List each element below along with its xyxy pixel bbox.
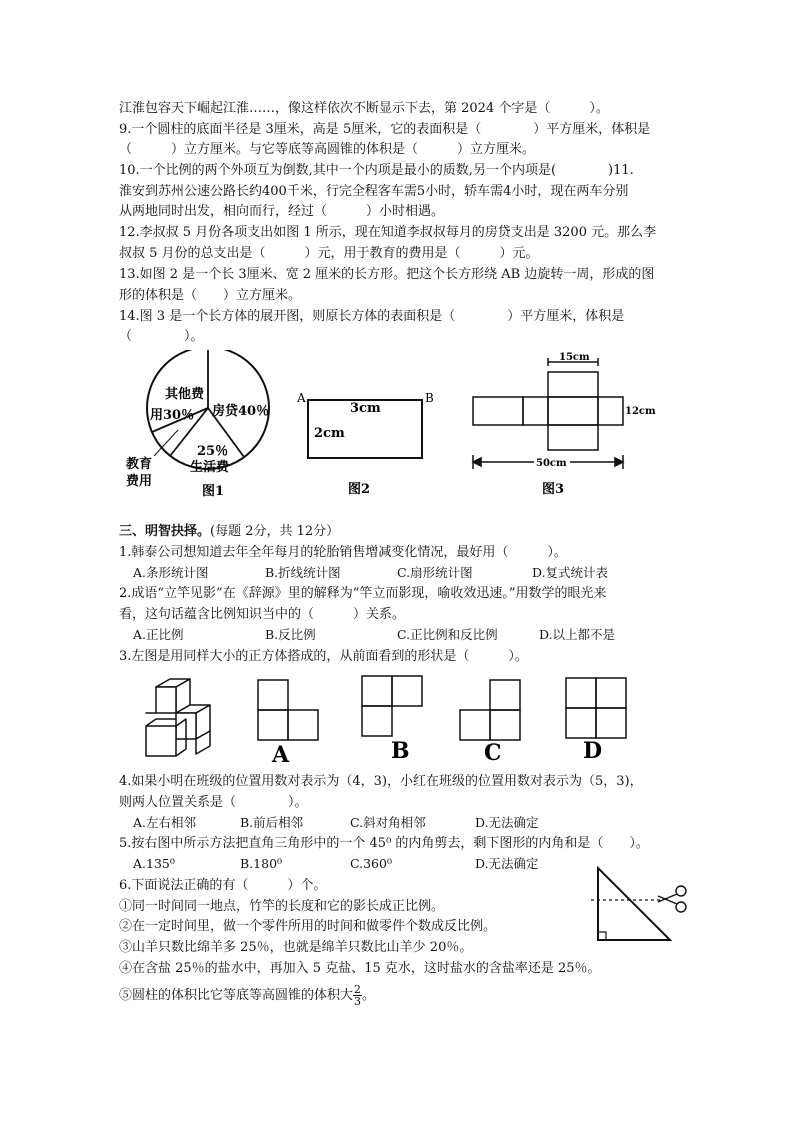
arrow-head <box>615 458 623 466</box>
net-face <box>473 397 523 425</box>
scissors-handle <box>676 902 686 912</box>
net-face <box>598 397 623 425</box>
statement-5 <box>119 984 375 1007</box>
pie-label-living: 生活费 <box>190 460 230 475</box>
q1-option-d[interactable]: D.复式统计表 <box>532 565 609 580</box>
q4-option-d[interactable]: D.无法确定 <box>475 815 539 830</box>
q4-option-a[interactable]: A.左右相邻 <box>133 815 197 830</box>
choice-q4-line1: 4.如果小明在班级的位置用数对表示为（4，3)，小红在班级的位置用数对表示为（5，3)， <box>119 774 643 789</box>
q8-tail: 江淮包容天下崛起江淮……，像这样依次不断显示下去，第 2024 个字是（ ）。 <box>119 101 609 116</box>
figure1-caption: 图1 <box>202 484 225 499</box>
scissors-handle <box>676 886 686 896</box>
net-face <box>548 397 598 425</box>
q5-option-d[interactable]: D.无法确定 <box>475 856 539 871</box>
q12-line2: 叔叔 5 月份的总支出是（ ）元，用于教育的费用是（ ）元。 <box>119 246 539 261</box>
pie-label-living-pct: 25％ <box>197 444 229 459</box>
q10-line: 10.一个比例的两个外项互为倒数,其中一个内项是最小的质数,另一个内项是( )11. <box>119 163 634 178</box>
q11-line2: 从两地同时出发，相向而行，经过（ ）小时相遇。 <box>119 204 445 219</box>
rect-label-b: B <box>425 391 434 405</box>
q2-option-c[interactable]: C.正比例和反比例 <box>397 627 498 642</box>
cube-face <box>156 687 176 713</box>
scissors-icon <box>658 886 686 912</box>
q1-option-c[interactable]: C.扇形统计图 <box>397 565 473 580</box>
q14-line1: 14.图 3 是一个长方体的展开图，则原长方体的表面积是（ ）平方厘米，体积是 <box>119 309 625 324</box>
section-note: (每题 2分，共 12分） <box>210 524 340 539</box>
pie-label-edu-2: 费用 <box>126 474 153 489</box>
fraction-two-thirds <box>353 984 362 1007</box>
statement-5-end: 。 <box>362 988 376 1003</box>
scissors-blade <box>658 894 677 902</box>
view-option-b[interactable] <box>362 676 422 736</box>
view-square <box>362 706 392 736</box>
view-label-d: D <box>583 738 603 764</box>
q4-option-c[interactable]: C.斜对角相邻 <box>350 815 426 830</box>
cube-views-figure <box>140 672 640 772</box>
choice-q1: 1.韩泰公司想知道去年全年每月的轮胎销售增减变化情况，最好用（ ）。 <box>119 545 567 560</box>
view-square <box>392 676 422 706</box>
q9-line2: （ ）立方厘米。与它等底等高圆锥的体积是（ ）立方厘米。 <box>119 142 536 157</box>
net-right-label: 12cm <box>625 406 656 417</box>
view-option-a[interactable] <box>258 680 318 740</box>
view-label-b: B <box>391 738 410 764</box>
view-label-c: C <box>484 740 502 766</box>
q5-option-b[interactable]: B.180⁰ <box>240 856 283 871</box>
q2-option-a[interactable]: A.正比例 <box>133 627 184 642</box>
statement-1: ①同一时间同一地点，竹竿的长度和它的影长成正比例。 <box>119 899 445 914</box>
q5-option-c[interactable]: C.360⁰ <box>350 856 392 871</box>
pie-label-other-1: 其他费 <box>165 387 205 402</box>
right-triangle <box>598 868 670 940</box>
q2-option-b[interactable]: B.反比例 <box>265 627 316 642</box>
choice-q2-line1: 2.成语“立竿见影”在《辞源》里的解释为“竿立而影现，喻收效迅速。”用数学的眼光来 <box>119 586 607 601</box>
net-face <box>548 425 598 450</box>
cube-edge <box>146 719 176 726</box>
statement-2: ②在一定时间里，做一个零件所用的时间和做零件个数成反比例。 <box>119 919 497 934</box>
view-square <box>490 710 520 740</box>
net-face <box>548 372 598 397</box>
right-angle-mark <box>598 932 606 940</box>
figure3-caption: 图3 <box>542 482 565 497</box>
stacked-cubes <box>146 679 210 756</box>
net-bottom-label: 50cm <box>536 458 567 469</box>
choice-q6: 6.下面说法正确的有（ ）个。 <box>119 878 327 893</box>
view-square <box>566 678 596 708</box>
choice-q5: 5.按右图中所示方法把直角三角形中的一个 45⁰ 的内角剪去，剩下图形的内角和是（ ）。 <box>119 836 649 851</box>
rect-label-a: A <box>297 391 306 405</box>
view-square <box>596 678 626 708</box>
choice-q2-line2: 看，这句话蕴含比例知识当中的（ ）关系。 <box>119 607 406 622</box>
view-square <box>596 708 626 738</box>
pie-label-loan: 房贷40％ <box>212 404 270 419</box>
statement-3: ③山羊只数比绵羊多 25％，也就是绵羊只数比山羊少 20％。 <box>119 940 473 955</box>
q1-option-b[interactable]: B.折线统计图 <box>265 565 341 580</box>
cuboid-net-figure <box>473 358 623 469</box>
arrow-head <box>473 458 481 466</box>
pie-chart-figure <box>125 350 269 499</box>
view-square <box>288 710 318 740</box>
choice-q3: 3.左图是用同样大小的正方体搭成的，从前面看到的形状是（ ）。 <box>119 649 528 664</box>
q4-option-b[interactable]: B.前后相邻 <box>240 815 304 830</box>
view-square <box>258 710 288 740</box>
section-title: 三、明智抉择。 <box>119 524 211 539</box>
q13-line1: 13.如图 2 是一个长 3厘米、宽 2 厘米的长方形。把这个长方形绕 AB 边旋转一周，形成的图 <box>119 267 655 282</box>
rectangle-figure <box>296 391 434 497</box>
choice-q4-line2: 则两人位置关系是（ ）。 <box>119 795 308 810</box>
triangle-cut-figure <box>590 862 700 947</box>
net-face <box>523 397 548 425</box>
rect-width-label: 2cm <box>314 426 345 441</box>
figure2-caption: 图2 <box>348 482 371 497</box>
view-label-a: A <box>272 742 290 768</box>
q1-option-a[interactable]: A.条形统计图 <box>133 565 209 580</box>
section-heading <box>119 523 339 540</box>
view-option-c[interactable] <box>460 680 520 740</box>
q5-option-a[interactable]: A.135⁰ <box>133 856 175 871</box>
q14-line2: （ ）。 <box>119 329 204 344</box>
net-top-label: 15cm <box>559 352 590 363</box>
view-square <box>362 676 392 706</box>
statement-4: ④在含盐 25％的盐水中，再加入 5 克盐、15 克水，这时盐水的含盐率还是 25％。 <box>119 961 601 976</box>
view-square <box>258 680 288 710</box>
q9-line1: 9.一个圆柱的底面半径是 3厘米，高是 5厘米，它的表面积是（ ）平方厘米，体积是 <box>119 122 651 137</box>
cube-face <box>146 726 176 756</box>
statement-5-text: ⑤圆柱的体积比它等底等高圆锥的体积大 <box>119 988 354 1003</box>
view-square <box>566 708 596 738</box>
cube-edge <box>176 739 186 756</box>
q12-line1: 12.李叔叔 5 月份各项支出如图 1 所示，现在知道李叔叔每月的房贷支出是 3200 元。那么李 <box>119 225 657 240</box>
scissors-blade <box>658 896 677 904</box>
rect-length-label: 3cm <box>350 401 381 416</box>
pie-label-edu-1: 教育 <box>126 457 153 472</box>
fraction-denominator: 3 <box>354 995 362 1008</box>
q13-line2: 形的体积是（ ）立方厘米。 <box>119 288 302 303</box>
view-square <box>460 710 490 740</box>
view-option-d[interactable] <box>566 678 626 738</box>
q11-line1: 淮安到苏州公速公路长约400千米，行完全程客车需5小时，轿车需4小时，现在两车分别 <box>119 184 629 199</box>
view-square <box>490 680 520 710</box>
q2-option-d[interactable]: D.以上都不是 <box>539 627 616 642</box>
fraction-numerator: 2 <box>354 983 362 996</box>
figures-row <box>110 350 670 500</box>
pie-label-other-2: 用30％ <box>150 408 195 423</box>
